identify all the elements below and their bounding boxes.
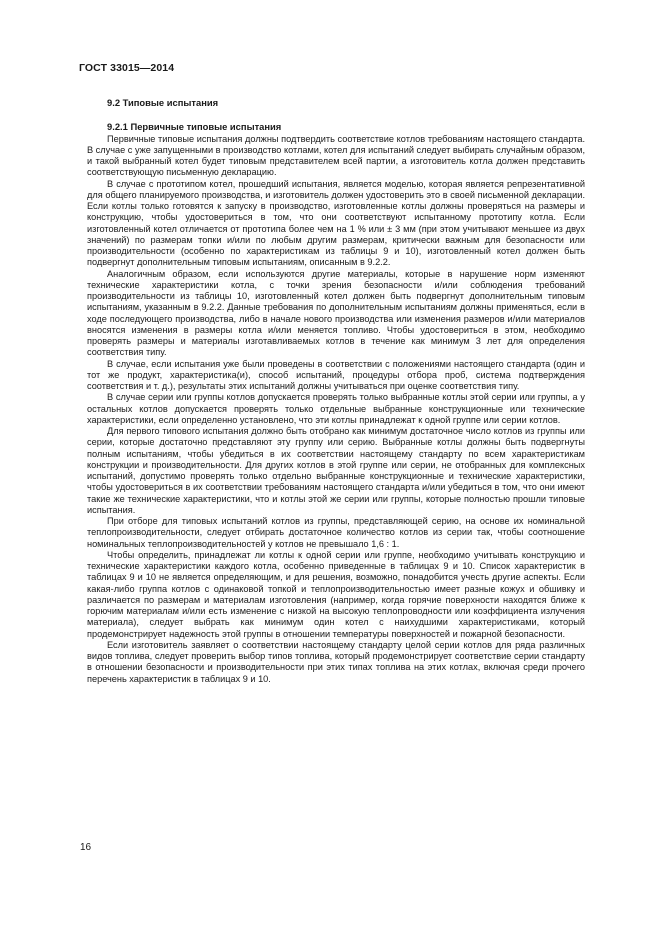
paragraph-7: При отборе для типовых испытаний котлов из группы, представляющей серию, на основе их номинальной теплопроизводительности, следует отбирать достаточное количество котлов из серии так, чтобы соотношение номинальных теплопроизводительностей у котлов не превышало 1,6 : 1. — [87, 516, 585, 549]
paragraph-1: Первичные типовые испытания должны подтвердить соответствие котлов требованиям настоящего стандарта. В случае с уже запущенными в производство котлами, котел для испытаний следует выбирать случайным образом, и такой выбранный котел будет типовым представителем всей партии, а изготовитель котла должен представить соответствующую письменную декларацию. — [87, 133, 585, 178]
paragraph-8: Чтобы определить, принадлежат ли котлы к одной серии или группе, необходимо учитывать конструкцию и технические характеристики каждого котла, особенно приведенные в таблицах 9 и 10. Список характеристик в таблицах 9 и 10 не является определяющим, и для решения, возможно, понадобится учесть другие аспекты. Если какая-либо группа котлов с одинаковой топкой и теплопроизводительностью имеет разные кожух и обшивку и различается по размерам и материалам изготовления (например, когда горячие поверхности находятся ближе к горючим материалам и/или есть изменение с низкой на высокую теплопроводности или коэффициента излучения материала), следует выбрать как минимум один котел с наихудшими характеристиками, который продемонстрирует надежность этой группы в отношении температуры поверхностей и пожарной безопасности. — [87, 549, 585, 639]
paragraph-5: В случае серии или группы котлов допускается проверять только выбранные котлы этой серии или группы, а у остальных котлов допускается проверять только отдельные выбранные конструкционные или технические характеристики, если определенно установлено, что эти котлы принадлежат к одной группе или серии котлов. — [87, 392, 585, 425]
section-heading: 9.2 Типовые испытания — [107, 97, 219, 108]
section-content — [87, 97, 585, 685]
paragraph-6: Для первого типового испытания должно быть отобрано как минимум достаточное число котлов из группы или серии, которые достаточно представляют эту группу или серию. Выбранные котлы должны быть подвергнуты полным испытаниям, чтобы убедиться в их соответствии настоящему стандарту по всем характеристикам конструкции и производительности. Для других котлов в этой группе или серии, не отобранных для комплексных испытаний, допустимо проверять только отдельно выбранные конструкционные и технические характеристики, чтобы удостовериться в их соответствии требованиям настоящего стандарта и/или убедиться в том, что они имеют такие же технические характеристики, что и котлы этой же серии или группы, которые полностью прошли типовые испытания. — [87, 426, 585, 515]
standard-header: ГОСТ 33015—2014 — [79, 62, 175, 74]
paragraph-4: В случае, если испытания уже были проведены в соответствии с положениями настоящего стандарта (один и тот же продукт, характеристика(и), способ испытаний, процедуры отбора проб, система подтверждения соответствия и т. д.), результаты этих испытаний должны учитываться при оценке соответствия типу. — [87, 358, 585, 391]
paragraph-3: Аналогичным образом, если используются другие материалы, которые в нарушение норм изменяют технические характеристики котла, с точки зрения безопасности и/или соблюдения требований производительности из таблицы 10, изготовленный котел должен быть подвергнут дополнительным типовым испытаниям, указанным в 9.2.2. Данные требования по дополнительным испытаниям должны применяться, если в ходе последующего производства, либо в начале нового производства или изменения размеров и/или материалов вносятся изменения в размеры котла и/или меняется топливо. Чтобы удостовериться в этом, необходимо проверять размеры и материалы изготавливаемых котлов в течение как минимум 3 лет для определения соответствия типу. — [87, 268, 585, 358]
paragraph-2: В случае с прототипом котел, прошедший испытания, является моделью, которая является репрезентативной для общего планируемого производства, и изготовитель должен удостоверить это в своей письменной декларации. Если котлы только готовятся к запуску в производство, изготовленные котлы должны проверяться на размеры и конструкцию, чтобы удостовериться в том, что они соответствуют испытанному прототипу котла. Если изготовленный котел отличается от прототипа более чем на 1 % или ± 3 мм (при этом учитывают меньшее из двух значений) по размерам топки и/или по любым другим размерам, критически важным для безопасности или производительности (особенно по характеристикам из таблицы 9 и 10), изготовленный котел должен быть подвергнут дополнительным типовым испытаниям, описанным в 9.2.2. — [87, 178, 585, 268]
subsection-heading: 9.2.1 Первичные типовые испытания — [107, 121, 282, 133]
paragraph-9: Если изготовитель заявляет о соответствии настоящему стандарту целой серии котлов для ряда различных видов топлива, следует проверить выбор типов топлива, который продемонстрирует соответствие серии стандарту в отношении безопасности и производительности при этих типах топлива на этих котлах, включая среди прочего перечень характеристик в таблицах 9 и 10. — [87, 639, 585, 684]
page-number: 16 — [80, 842, 92, 853]
